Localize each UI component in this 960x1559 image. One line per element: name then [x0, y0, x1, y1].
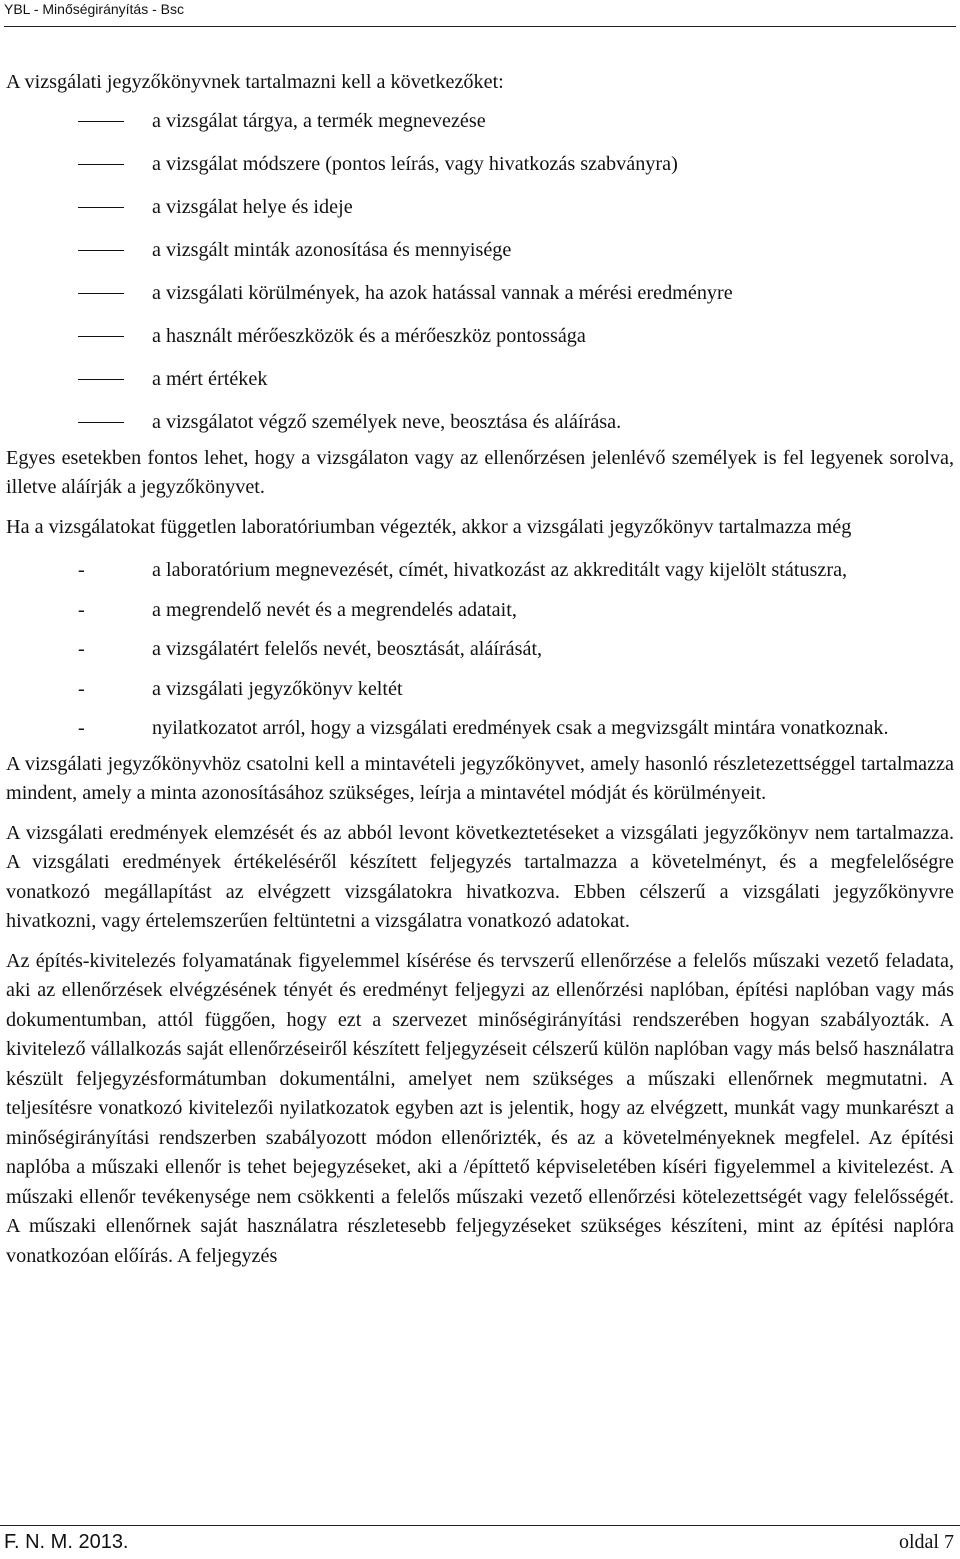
list-item: a vizsgálati körülmények, ha azok hatással vannak a mérési eredményre [6, 272, 954, 315]
list-item: - a vizsgálatért felelős nevét, beosztását, aláírását, [6, 635, 954, 665]
list-item: - a megrendelő nevét és a megrendelés adatait, [6, 596, 954, 626]
lab-requirements-list [6, 556, 954, 744]
dash-bullet [78, 293, 124, 295]
dash-bullet [78, 207, 124, 209]
list-item: - a vizsgálati jegyzőkönyv keltét [6, 675, 954, 705]
header-title: YBL - Minőségirányítás - Bsc [4, 1, 184, 17]
dash-bullet [78, 422, 124, 424]
dash-bullet [78, 250, 124, 252]
list-item: - nyilatkozatot arról, hogy a vizsgálati eredmények csak a megvizsgált mintára vonatkoznak. [6, 714, 954, 744]
list-item: a vizsgálat helye és ideje [6, 186, 954, 229]
list-item: - a laboratórium megnevezését, címét, hivatkozást az akkreditált vagy kijelölt státuszra, [6, 556, 954, 586]
list-item: a vizsgálat módszere (pontos leírás, vagy hivatkozás szabványra) [6, 143, 954, 186]
paragraph-independent-lab: Ha a vizsgálatokat független laboratóriumban végezték, akkor a vizsgálati jegyzőkönyv tartalmazza még [6, 515, 852, 538]
paragraph-attendees: Egyes esetekben fontos lehet, hogy a vizsgálaton vagy az ellenőrzésen jelenlévő személyek is fel legyenek sorolva, illetve aláírják a jegyzőkönyvet. [6, 446, 954, 498]
page-header [4, 0, 956, 22]
hyphen-bullet: - [78, 598, 85, 621]
list-item: a mért értékek [6, 358, 954, 401]
dash-bullet [78, 379, 124, 381]
paragraph-evaluation: A vizsgálati eredmények elemzését és az abból levont következtetéseket a vizsgálati jegyzőkönyv nem tartalmazza. A vizsgálati eredmények értékeléséről készített feljegyzés tartalmazza a követelményt, és a megfelelőségre vonatkozó megállapítást az elvégzett vizsgálatokra hivatkozva. Ebben célszerű a vizsgálati jegyzőkönyvre hivatkozni, vagy értelemszerűen feltüntetni a vizsgálatra vonatkozó adatokat. [6, 821, 954, 932]
header-divider [4, 26, 956, 27]
hyphen-bullet: - [78, 638, 85, 660]
dash-bullet [78, 121, 124, 123]
paragraph-construction: Az építés-kivitelezés folyamatának figyelemmel kísérése és tervszerű ellenőrzése a felelős műszaki vezető feladata, aki az ellenőrzések elvégzésének tényét és eredményt feljegyzi az ellenőrzési naplóban, építési naplóban vagy más dokumentumban, attól függően, hogy ezt a szervezet minőségirányítási rendszerében hogyan szabályozták. A kivitelező vállalkozás saját ellenőrzéseiről készített feljegyzéseit célszerű külön naplóban vagy más belső használatra készült feljegyzésformátumban dokumentálni, amelyet nem szükséges a műszaki ellenőrnek megmutatni. A teljesítésre vonatkozó kivitelezői nyilatkozatok egyben azt is jelentik, hogy az elvégzett, munkát vagy munkarészt a minőségirányítási rendszerben szabályozott módon ellenőrizték, és az a követelményeknek megfelel. Az építési naplóba a műszaki ellenőr is tehet bejegyzéseket, aki a /építtető képviseletében kíséri figyelemmel a kivitelezést. A műszaki ellenőr tevékenysége nem csökkenti a felelős műszaki vezető ellenőrzési kötelezettségét vagy felelősségét. A műszaki ellenőrnek saját használatra részletesebb feljegyzéseket szükséges készíteni, mint az építési naplóra vonatkozóan előírás. A feljegyzés [6, 949, 954, 1267]
list-item: a használt mérőeszközök és a mérőeszköz pontossága [6, 315, 954, 358]
hyphen-bullet: - [78, 717, 85, 739]
footer-author-year: F. N. M. 2013. [4, 1531, 129, 1553]
hyphen-bullet: - [78, 677, 85, 700]
requirements-list [6, 100, 954, 444]
footer-divider [0, 1525, 960, 1526]
page-footer [0, 1525, 960, 1559]
hyphen-bullet: - [78, 559, 85, 581]
paragraph-sampling: A vizsgálati jegyzőkönyvhöz csatolni kell a mintavételi jegyzőkönyvet, amely hasonló részletezettséggel tartalmazza mindent, amely a minta azonosításához szükséges, leírja a mintavétel módját és körülményeit. [6, 752, 954, 804]
list-item: a vizsgálatot végző személyek neve, beosztása és aláírása. [6, 401, 954, 444]
dash-bullet [78, 164, 124, 166]
page-number: oldal 7 [899, 1531, 954, 1553]
intro-paragraph: A vizsgálati jegyzőkönyvnek tartalmazni kell a következőket: [6, 71, 504, 93]
list-item: a vizsgált minták azonosítása és mennyisége [6, 229, 954, 272]
dash-bullet [78, 336, 124, 338]
document-body [6, 68, 954, 1281]
list-item: a vizsgálat tárgya, a termék megnevezése [6, 100, 954, 143]
